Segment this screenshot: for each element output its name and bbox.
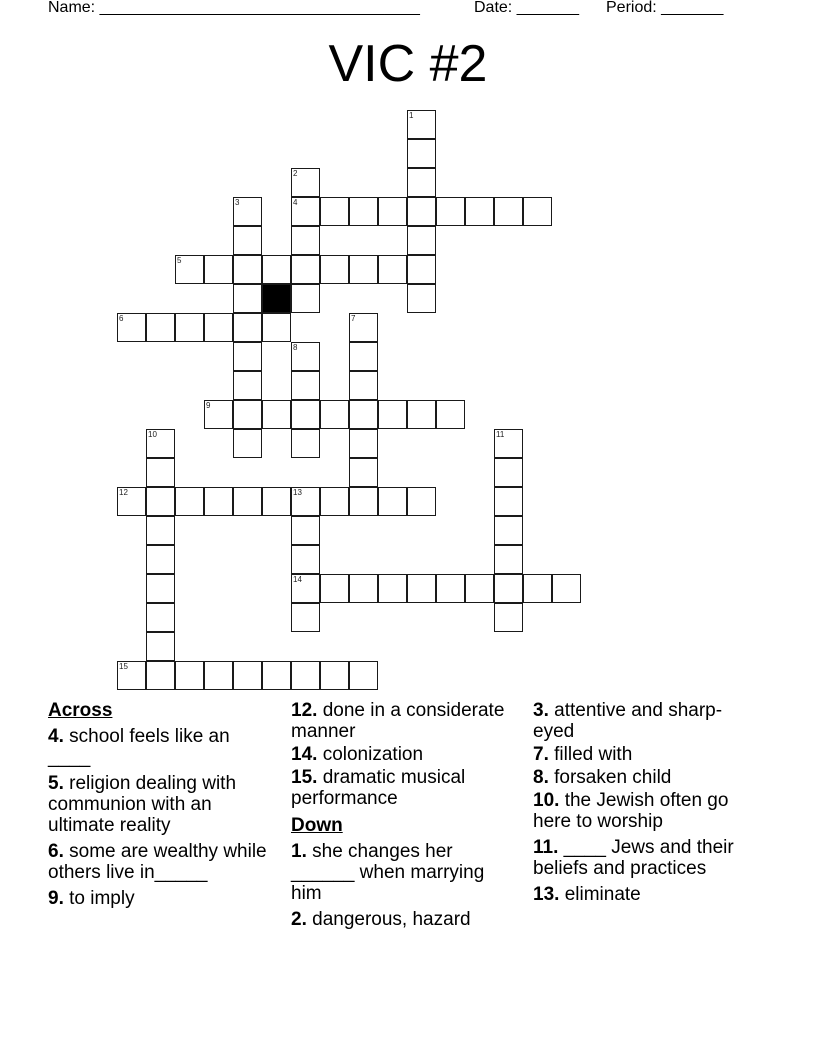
grid-cell[interactable] xyxy=(291,400,320,429)
grid-cell[interactable] xyxy=(291,661,320,690)
grid-cell[interactable] xyxy=(349,313,378,342)
grid-cell[interactable] xyxy=(407,168,436,197)
grid-cell[interactable] xyxy=(291,255,320,284)
down-heading: Down xyxy=(291,815,343,836)
name-field[interactable]: Name: ____________________________________ xyxy=(48,0,420,16)
grid-cell[interactable] xyxy=(204,313,233,342)
grid-cell[interactable] xyxy=(378,255,407,284)
grid-cell[interactable] xyxy=(320,255,349,284)
grid-cell[interactable] xyxy=(552,574,581,603)
clue-down-2: 2. dangerous, hazard xyxy=(291,909,471,930)
clue-across-9: 9. to imply xyxy=(48,888,135,909)
grid-cell[interactable] xyxy=(523,197,552,226)
grid-cell[interactable] xyxy=(320,197,349,226)
clue-number: 6 xyxy=(119,314,124,323)
grid-cell[interactable] xyxy=(465,574,494,603)
clue-down-1: 1. she changes her ______ when marrying him xyxy=(291,841,485,904)
grid-cell[interactable] xyxy=(407,487,436,516)
grid-cell[interactable] xyxy=(146,661,175,690)
grid-cell[interactable] xyxy=(204,255,233,284)
clue-across-14: 14. colonization xyxy=(291,744,424,765)
clue-number: 13 xyxy=(293,488,302,497)
grid-cell[interactable] xyxy=(436,574,465,603)
grid-cell[interactable] xyxy=(146,545,175,574)
grid-cell[interactable] xyxy=(291,574,320,603)
grid-cell[interactable] xyxy=(262,255,291,284)
grid-cell[interactable] xyxy=(233,197,262,226)
date-field[interactable]: Date: _______ xyxy=(474,0,579,16)
grid-cell[interactable] xyxy=(291,284,320,313)
clue-number: 11 xyxy=(496,430,505,439)
clue-number: 4 xyxy=(293,198,298,207)
grid-cell[interactable] xyxy=(262,400,291,429)
clues-column-3 xyxy=(533,700,748,910)
grid-cell[interactable] xyxy=(291,603,320,632)
grid-cell[interactable] xyxy=(436,400,465,429)
grid-cell[interactable] xyxy=(407,255,436,284)
grid-cell[interactable] xyxy=(233,226,262,255)
grid-cell[interactable] xyxy=(291,429,320,458)
grid-cell[interactable] xyxy=(204,661,233,690)
grid-cell[interactable] xyxy=(233,400,262,429)
grid-cell[interactable] xyxy=(349,574,378,603)
clue-down-11: 11. ____ Jews and their beliefs and practices xyxy=(533,837,734,879)
grid-cell[interactable] xyxy=(291,342,320,371)
grid-cell[interactable] xyxy=(349,429,378,458)
grid-cell[interactable] xyxy=(233,313,262,342)
clues-column-1 xyxy=(48,700,273,914)
clue-number: 12 xyxy=(119,488,128,497)
grid-cell[interactable] xyxy=(378,197,407,226)
grid-cell[interactable] xyxy=(436,197,465,226)
grid-cell[interactable] xyxy=(233,255,262,284)
grid-cell[interactable] xyxy=(349,487,378,516)
grid-cell[interactable] xyxy=(146,603,175,632)
grid-cell[interactable] xyxy=(407,139,436,168)
clue-number: 14 xyxy=(293,575,302,584)
grid-cell[interactable] xyxy=(233,487,262,516)
grid-cell[interactable] xyxy=(204,400,233,429)
grid-cell[interactable] xyxy=(407,226,436,255)
grid-cell[interactable] xyxy=(407,110,436,139)
clue-number: 7 xyxy=(351,314,356,323)
clue-across-6: 6. some are wealthy while others live in_____ xyxy=(48,841,267,883)
grid-cell[interactable] xyxy=(291,371,320,400)
clue-down-3: 3. attentive and sharp-eyed xyxy=(533,700,723,742)
grid-cell[interactable] xyxy=(349,342,378,371)
clue-number: 3 xyxy=(235,198,240,207)
clues-column-2 xyxy=(291,700,516,935)
grid-cell[interactable] xyxy=(494,458,523,487)
grid-cell[interactable] xyxy=(291,168,320,197)
grid-cell[interactable] xyxy=(349,661,378,690)
clue-down-13: 13. eliminate xyxy=(533,884,641,905)
clue-number: 8 xyxy=(293,343,298,352)
grid-cell[interactable] xyxy=(378,574,407,603)
grid-cell[interactable] xyxy=(291,516,320,545)
grid-cell[interactable] xyxy=(320,574,349,603)
grid-cell[interactable] xyxy=(204,487,233,516)
grid-cell[interactable] xyxy=(233,284,262,313)
grid-cell[interactable] xyxy=(320,661,349,690)
grid-cell[interactable] xyxy=(378,487,407,516)
grid-cell[interactable] xyxy=(494,197,523,226)
grid-cell[interactable] xyxy=(407,284,436,313)
clue-number: 1 xyxy=(409,111,414,120)
grid-cell[interactable] xyxy=(349,371,378,400)
grid-cell[interactable] xyxy=(233,661,262,690)
grid-cell[interactable] xyxy=(291,487,320,516)
grid-cell[interactable] xyxy=(233,371,262,400)
grid-cell[interactable] xyxy=(175,661,204,690)
grid-cell[interactable] xyxy=(494,574,523,603)
clue-number: 10 xyxy=(148,430,157,439)
grid-cell[interactable] xyxy=(175,255,204,284)
grid-cell[interactable] xyxy=(349,458,378,487)
black-cell xyxy=(262,284,291,313)
across-heading: Across xyxy=(48,700,113,721)
grid-cell[interactable] xyxy=(407,197,436,226)
grid-cell[interactable] xyxy=(146,574,175,603)
grid-cell[interactable] xyxy=(117,487,146,516)
puzzle-title: VIC #2 xyxy=(328,35,488,93)
grid-cell[interactable] xyxy=(494,487,523,516)
grid-cell[interactable] xyxy=(320,400,349,429)
clue-number: 5 xyxy=(177,256,182,265)
grid-cell[interactable] xyxy=(146,458,175,487)
grid-cell[interactable] xyxy=(117,313,146,342)
grid-cell[interactable] xyxy=(291,226,320,255)
clue-number: 9 xyxy=(206,401,211,410)
grid-cell[interactable] xyxy=(378,400,407,429)
clue-down-7: 7. filled with xyxy=(533,744,633,765)
grid-cell[interactable] xyxy=(117,661,146,690)
grid-cell[interactable] xyxy=(407,574,436,603)
grid-cell[interactable] xyxy=(146,487,175,516)
grid-cell[interactable] xyxy=(291,545,320,574)
grid-cell[interactable] xyxy=(262,487,291,516)
grid-cell[interactable] xyxy=(262,661,291,690)
grid-cell[interactable] xyxy=(146,516,175,545)
clue-number: 2 xyxy=(293,169,298,178)
grid-cell[interactable] xyxy=(146,632,175,661)
grid-cell[interactable] xyxy=(146,313,175,342)
grid-cell[interactable] xyxy=(523,574,552,603)
period-field[interactable]: Period: _______ xyxy=(606,0,724,16)
grid-cell[interactable] xyxy=(349,400,378,429)
grid-cell[interactable] xyxy=(233,342,262,371)
grid-cell[interactable] xyxy=(494,429,523,458)
grid-cell[interactable] xyxy=(233,429,262,458)
grid-cell[interactable] xyxy=(175,487,204,516)
grid-cell[interactable] xyxy=(262,313,291,342)
grid-cell[interactable] xyxy=(494,545,523,574)
clue-across-12: 12. done in a considerate manner xyxy=(291,700,505,742)
grid-cell[interactable] xyxy=(465,197,494,226)
grid-cell[interactable] xyxy=(407,400,436,429)
clue-down-10: 10. the Jewish often go here to worship xyxy=(533,790,729,832)
grid-cell[interactable] xyxy=(175,313,204,342)
clue-down-8: 8. forsaken child xyxy=(533,767,672,788)
clue-across-15: 15. dramatic musical performance xyxy=(291,767,466,809)
clue-number: 15 xyxy=(119,662,128,671)
grid-cell[interactable] xyxy=(494,516,523,545)
clue-across-5: 5. religion dealing with communion with an ultimate reality xyxy=(48,773,237,836)
grid-cell[interactable] xyxy=(320,487,349,516)
grid-cell[interactable] xyxy=(349,197,378,226)
grid-cell[interactable] xyxy=(291,197,320,226)
grid-cell[interactable] xyxy=(349,255,378,284)
grid-cell[interactable] xyxy=(146,429,175,458)
clue-across-4: 4. school feels like an ____ xyxy=(48,726,230,768)
grid-cell[interactable] xyxy=(494,603,523,632)
